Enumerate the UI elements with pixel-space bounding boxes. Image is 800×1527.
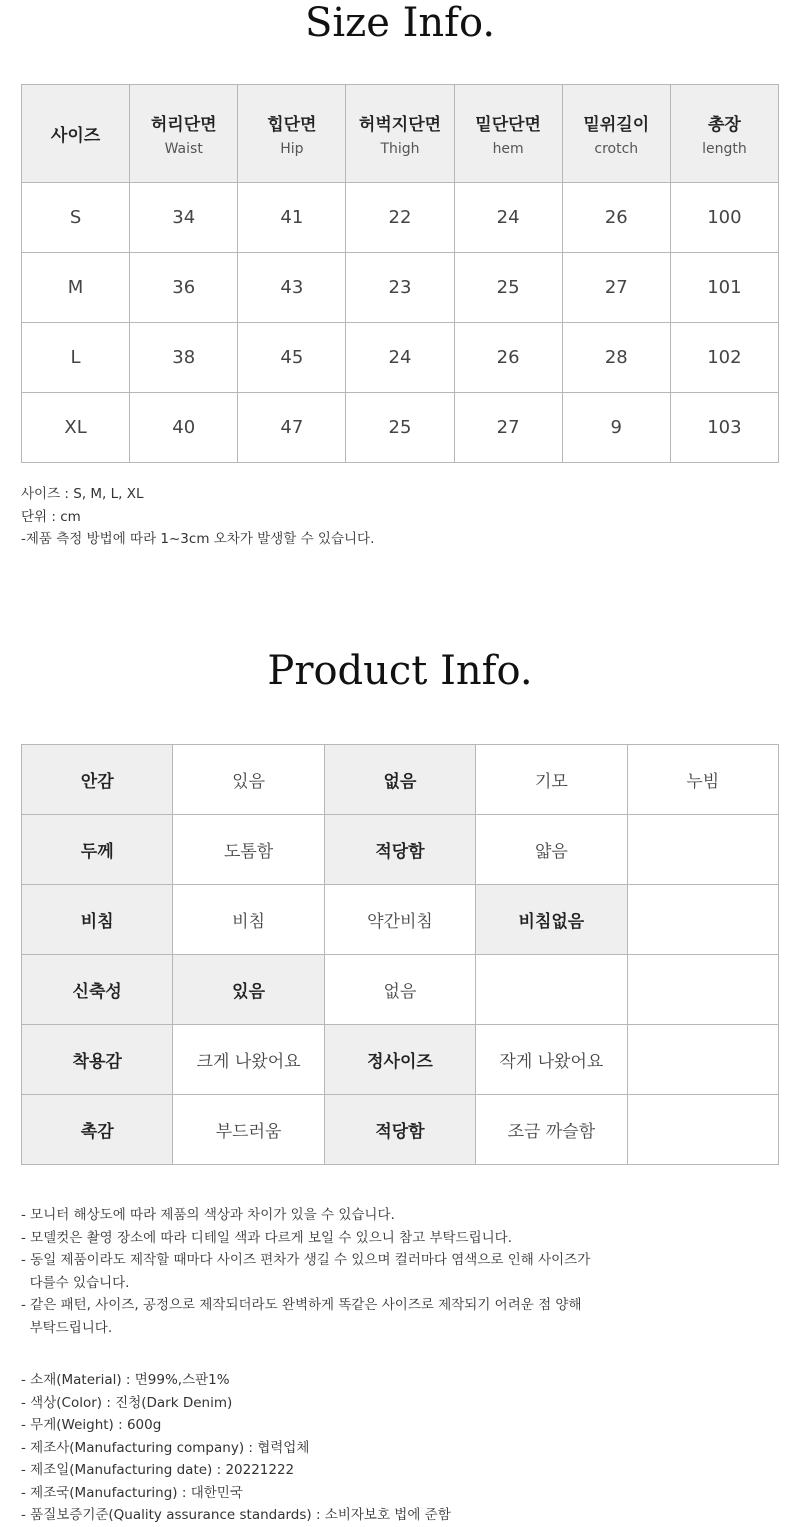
thigh-cell: 25 bbox=[346, 393, 454, 463]
waist-cell: 36 bbox=[130, 253, 238, 323]
size-header-thigh bbox=[346, 85, 454, 183]
product-cell: 작게 나왔어요 bbox=[476, 1025, 627, 1095]
product-note-line: - 모델컷은 촬영 장소에 따라 디테일 색과 다르게 보일 수 있으니 참고 부탁드립니다. bbox=[21, 1229, 513, 1246]
size-header-length bbox=[670, 85, 778, 183]
length-cell: 101 bbox=[670, 253, 778, 323]
product-cell: 비침 bbox=[173, 885, 324, 955]
size-header-size bbox=[22, 85, 130, 183]
header-ko: 사이즈 bbox=[50, 126, 101, 146]
header-ko: 총장 bbox=[707, 115, 741, 135]
header-en: Thigh bbox=[380, 141, 420, 157]
product-cell: 적당함 bbox=[324, 1095, 475, 1165]
waist-cell: 34 bbox=[130, 183, 238, 253]
hip-cell: 43 bbox=[238, 253, 346, 323]
product-cell bbox=[476, 955, 627, 1025]
spec-note-line: - 색상(Color) : 진청(Dark Denim) bbox=[21, 1394, 233, 1411]
table-row bbox=[22, 323, 779, 393]
product-cell: 적당함 bbox=[324, 815, 475, 885]
header-en: crotch bbox=[594, 141, 639, 157]
header-en: Waist bbox=[164, 141, 203, 157]
length-cell: 102 bbox=[670, 323, 778, 393]
crotch-cell: 26 bbox=[562, 183, 670, 253]
product-cell: 정사이즈 bbox=[324, 1025, 475, 1095]
product-cell: 누빔 bbox=[627, 745, 778, 815]
product-cell: 비침없음 bbox=[476, 885, 627, 955]
hip-cell: 45 bbox=[238, 323, 346, 393]
product-cell: 신축성 bbox=[22, 955, 173, 1025]
product-cell: 도톰함 bbox=[173, 815, 324, 885]
size-header-hem bbox=[454, 85, 562, 183]
size-header-waist bbox=[130, 85, 238, 183]
product-cell: 있음 bbox=[173, 745, 324, 815]
product-notes bbox=[21, 1204, 590, 1339]
spec-notes bbox=[21, 1369, 451, 1527]
hem-cell: 26 bbox=[454, 323, 562, 393]
size-table-header-row bbox=[22, 85, 779, 183]
spec-note-line: - 품질보증기준(Quality assurance standards) : 소비자보호 법에 준함 bbox=[21, 1507, 451, 1523]
product-cell bbox=[627, 955, 778, 1025]
header-ko: 힙단면 bbox=[267, 115, 317, 135]
hem-cell: 24 bbox=[454, 183, 562, 253]
product-note-line: 다를수 있습니다. bbox=[21, 1274, 130, 1291]
table-row bbox=[22, 1095, 779, 1165]
product-cell: 안감 bbox=[22, 745, 173, 815]
product-note-line: 부탁드립니다. bbox=[21, 1319, 113, 1336]
size-cell: S bbox=[22, 183, 130, 253]
hip-cell: 41 bbox=[238, 183, 346, 253]
size-cell: L bbox=[22, 323, 130, 393]
size-note-line: 사이즈 : S, M, L, XL bbox=[21, 486, 144, 502]
product-cell: 부드러움 bbox=[173, 1095, 324, 1165]
header-ko: 밑단단면 bbox=[475, 115, 541, 135]
table-row bbox=[22, 253, 779, 323]
product-note-line: - 동일 제품이라도 제작할 때마다 사이즈 편차가 생길 수 있으며 컬러마다 염색으로 인해 사이즈가 bbox=[21, 1252, 591, 1268]
table-row bbox=[22, 1025, 779, 1095]
waist-cell: 40 bbox=[130, 393, 238, 463]
table-row bbox=[22, 183, 779, 253]
table-row bbox=[22, 393, 779, 463]
size-note-line: 단위 : cm bbox=[21, 508, 81, 525]
product-cell bbox=[627, 885, 778, 955]
header-en: Hip bbox=[280, 141, 304, 157]
product-cell: 촉감 bbox=[22, 1095, 173, 1165]
size-cell: M bbox=[22, 253, 130, 323]
thigh-cell: 22 bbox=[346, 183, 454, 253]
hip-cell: 47 bbox=[238, 393, 346, 463]
product-cell: 크게 나왔어요 bbox=[173, 1025, 324, 1095]
product-cell bbox=[627, 815, 778, 885]
crotch-cell: 9 bbox=[562, 393, 670, 463]
product-note-line: - 같은 패턴, 사이즈, 공정으로 제작되더라도 완벽하게 똑같은 사이즈로 제작되기 어려운 점 양해 bbox=[21, 1297, 582, 1313]
header-ko: 밑위길이 bbox=[583, 115, 650, 135]
product-cell: 없음 bbox=[324, 745, 475, 815]
product-cell: 조금 까슬함 bbox=[476, 1095, 627, 1165]
waist-cell: 38 bbox=[130, 323, 238, 393]
spec-note-line: - 제조사(Manufacturing company) : 협력업체 bbox=[21, 1439, 310, 1456]
thigh-cell: 24 bbox=[346, 323, 454, 393]
length-cell: 103 bbox=[670, 393, 778, 463]
length-cell: 100 bbox=[670, 183, 778, 253]
product-info-title: Product Info. bbox=[267, 648, 533, 694]
size-cell: XL bbox=[22, 393, 130, 463]
header-en: length bbox=[702, 141, 747, 157]
size-notes bbox=[21, 483, 374, 551]
table-row bbox=[22, 815, 779, 885]
header-ko: 허리단면 bbox=[150, 115, 217, 135]
product-cell: 없음 bbox=[324, 955, 475, 1025]
product-cell: 착용감 bbox=[22, 1025, 173, 1095]
table-row bbox=[22, 745, 779, 815]
spec-note-line: - 제조국(Manufacturing) : 대한민국 bbox=[21, 1484, 243, 1501]
product-cell: 비침 bbox=[22, 885, 173, 955]
product-cell: 약간비침 bbox=[324, 885, 475, 955]
product-cell bbox=[627, 1025, 778, 1095]
product-cell: 두께 bbox=[22, 815, 173, 885]
product-table bbox=[21, 744, 779, 1165]
size-header-crotch bbox=[562, 85, 670, 183]
table-row bbox=[22, 885, 779, 955]
product-note-line: - 모니터 해상도에 따라 제품의 색상과 차이가 있을 수 있습니다. bbox=[21, 1207, 395, 1223]
header-en: hem bbox=[492, 141, 524, 157]
spec-note-line: - 소재(Material) : 면99%,스판1% bbox=[21, 1372, 230, 1388]
size-note-line: -제품 측정 방법에 따라 1~3cm 오차가 발생할 수 있습니다. bbox=[21, 531, 375, 547]
hem-cell: 25 bbox=[454, 253, 562, 323]
spec-note-line: - 무게(Weight) : 600g bbox=[21, 1417, 162, 1433]
size-header-hip bbox=[238, 85, 346, 183]
hem-cell: 27 bbox=[454, 393, 562, 463]
header-ko: 허벅지단면 bbox=[358, 115, 442, 135]
crotch-cell: 28 bbox=[562, 323, 670, 393]
size-info-title: Size Info. bbox=[304, 0, 496, 46]
crotch-cell: 27 bbox=[562, 253, 670, 323]
product-cell bbox=[627, 1095, 778, 1165]
table-row bbox=[22, 955, 779, 1025]
thigh-cell: 23 bbox=[346, 253, 454, 323]
product-cell: 기모 bbox=[476, 745, 627, 815]
product-cell: 있음 bbox=[173, 955, 324, 1025]
spec-note-line: - 제조일(Manufacturing date) : 20221222 bbox=[21, 1462, 295, 1478]
size-table bbox=[21, 84, 779, 463]
product-cell: 얇음 bbox=[476, 815, 627, 885]
